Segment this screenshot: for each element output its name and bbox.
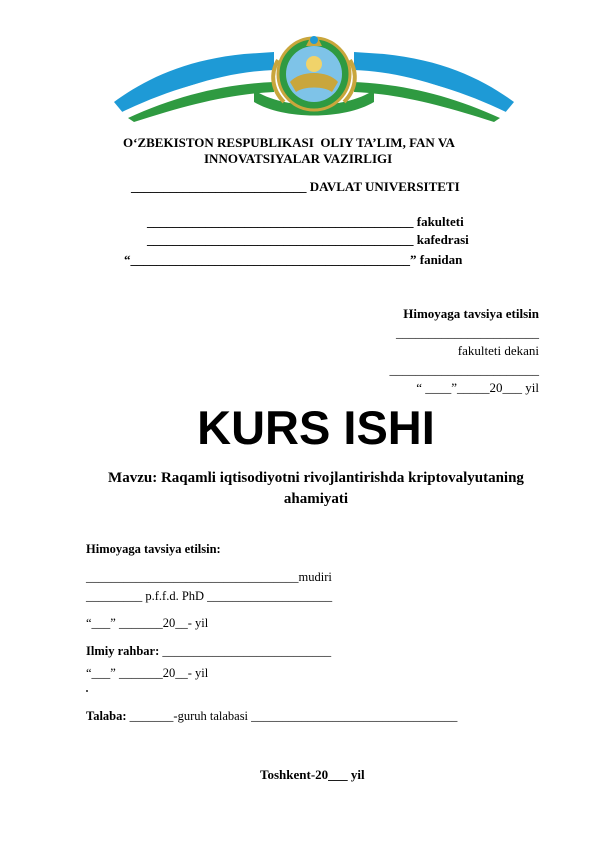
approval-top-line-1: ______________________ xyxy=(396,325,539,340)
supervisor-date: “___” _______20__- yil xyxy=(86,666,209,680)
ministry-line-1: O‘ZBEKISTON RESPUBLIKASI OLIY TA’LIM, FAN VA xyxy=(123,135,455,150)
ministry-line-2: INNOVATSIYALAR VAZIRLIGI xyxy=(204,151,393,166)
footer-city-year: Toshkent-20___ yil xyxy=(260,767,365,782)
uzbekistan-flag-emblem xyxy=(104,30,524,122)
department-line: _________________________________________ kafedrasi xyxy=(147,232,469,247)
approval-top-role: fakulteti dekani xyxy=(457,343,539,358)
approval-bottom-date: “___” _______20__- yil xyxy=(86,616,209,630)
faculty-line: _________________________________________ fakulteti xyxy=(147,214,464,229)
document-title: KURS ISHI xyxy=(197,401,435,454)
supervisor-label: Ilmiy rahbar: xyxy=(86,644,160,658)
approval-bottom-heading: Himoyaga tavsiya etilsin: xyxy=(86,542,221,556)
approval-top-heading: Himoyaga tavsiya etilsin xyxy=(403,306,539,321)
supervisor-line: ___________________________ xyxy=(159,644,332,658)
stray-dot xyxy=(86,690,88,692)
approval-bottom-head-line: __________________________________mudiri xyxy=(86,570,332,584)
topic-text: Mavzu: Raqamli iqtisodiyotni rivojlantirishda kriptovalyutaning ahamiyati xyxy=(108,470,524,507)
approval-top-date: “ ____”_____20___ yil xyxy=(416,380,539,395)
student-label: Talaba: xyxy=(86,709,127,723)
approval-bottom-degree-line: _________ p.f.f.d. PhD ____________________ xyxy=(86,589,333,603)
supervisor-row xyxy=(86,644,331,659)
subject-line: “___________________________________________” fanidan xyxy=(124,252,463,267)
university-line: ___________________________ DAVLAT UNIVERSITETI xyxy=(131,179,460,194)
student-row xyxy=(86,709,457,724)
approval-top-line-2: _______________________ xyxy=(389,362,539,377)
student-text: _______-guruh talabasi _________________________________ xyxy=(126,709,458,723)
